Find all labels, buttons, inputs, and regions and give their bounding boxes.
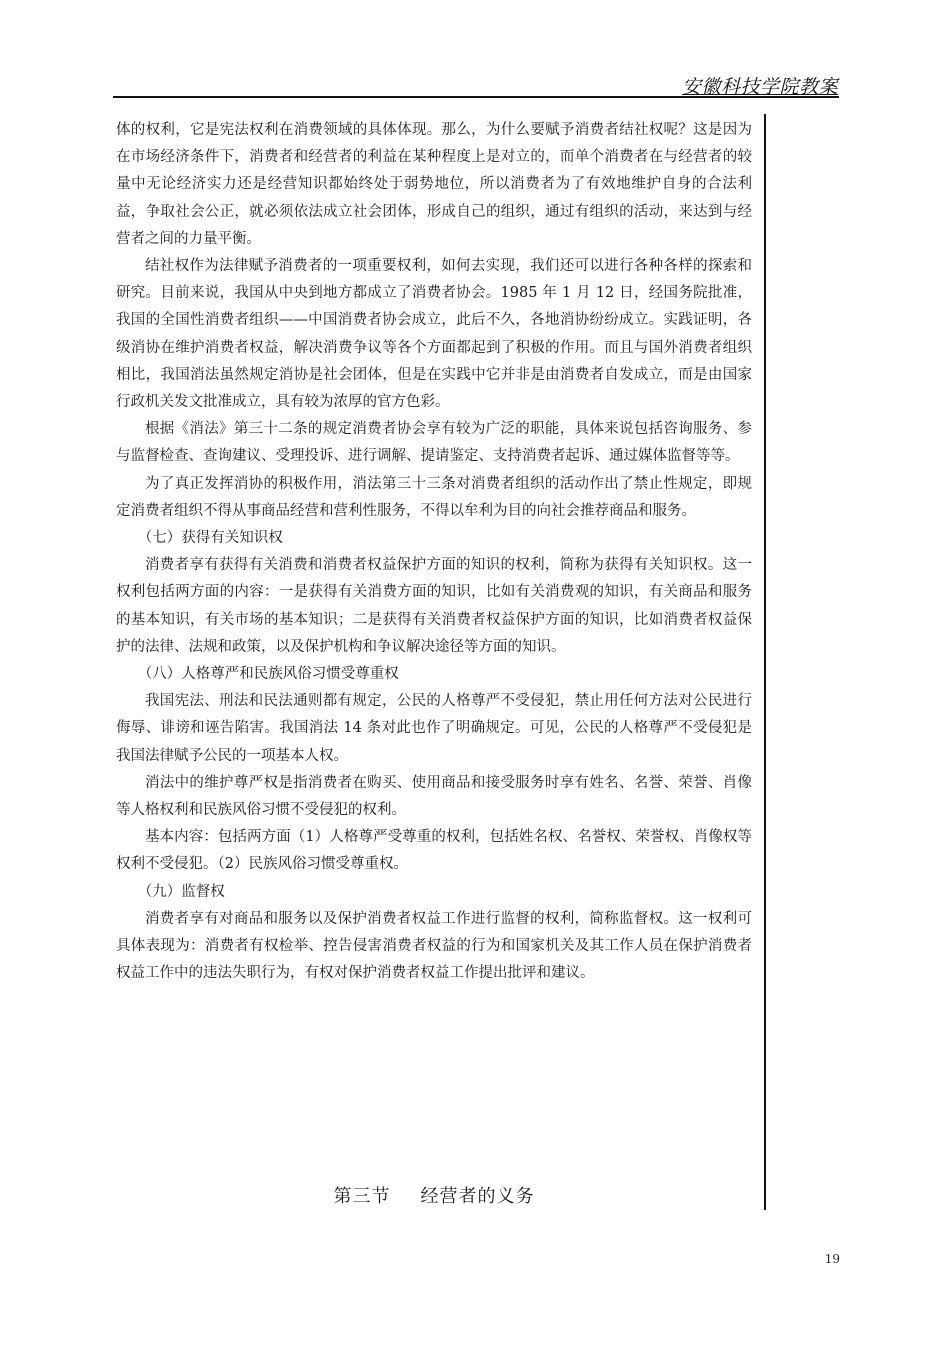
section-heading: [116, 1182, 752, 1208]
margin-rule: [764, 114, 766, 1210]
subheading-supervision-right: （九）监督权: [137, 883, 225, 900]
paragraph-supervision-right: 消费者享有对商品和服务以及保护消费者权益工作进行监督的权利，简称监督权。这一权利可具体表现为：消费者有权检举、控告侵害消费者权益的行为和国家机关及其工作人员在保护消费者权益工作中的违法失职行为，有权对保护消费者权益工作提出批评和建议。: [116, 910, 752, 982]
section-number: 第三节: [333, 1186, 391, 1207]
paragraph-dignity-definition: 消法中的维护尊严权是指消费者在购买、使用商品和接受服务时享有姓名、名誉、荣誉、肖像等人格权利和民族风俗习惯不受侵犯的权利。: [116, 774, 752, 819]
header-rule: [113, 96, 839, 98]
document-header-title: 安徽科技学院教案: [681, 76, 838, 98]
paragraph-dignity-content: 基本内容：包括两方面（1）人格尊严受尊重的权利，包括姓名权、名誉权、荣誉权、肖像权等权利不受侵犯。（2）民族风俗习惯受尊重权。: [116, 829, 752, 873]
paragraph-association-right: 体的权利，它是宪法权利在消费领域的具体体现。那么，为什么要赋予消费者结社权呢？这是因为在市场经济条件下，消费者和经营者的利益在某种程度上是对立的，而单个消费者在与经营者的较量中无论经济实力还是经营知识都始终处于弱势地位，所以消费者为了有效地维护自身的合法利益，争取社会公正，就必须依法成立社会团体，形成自己的组织，通过有组织的活动，来达到与经营者之间的力量平衡。: [116, 122, 752, 247]
paragraph-dignity-law: 我国宪法、刑法和民法通则都有规定，公民的人格尊严不受侵犯，禁止用任何方法对公民进行侮辱、诽谤和诬告陷害。我国消法 14 条对此也作了明确规定。可见，公民的人格尊严不受侵犯是我国法律赋予公民的一项基本人权。: [116, 693, 752, 764]
section-title-text: 经营者的义务: [420, 1186, 535, 1207]
paragraph-association-functions: 根据《消法》第三十二条的规定消费者协会享有较为广泛的职能，具体来说包括咨询服务、参与监督检查、查询建议、受理投诉、进行调解、提请鉴定、支持消费者起诉、通过媒体监督等等。: [116, 421, 752, 465]
document-body: [116, 117, 752, 988]
subheading-dignity-right: （八）人格尊严和民族风俗习惯受尊重权: [137, 666, 399, 683]
paragraph-association-practice: 结社权作为法律赋予消费者的一项重要权利，如何去实现，我们还可以进行各种各样的探索和研究。目前来说，我国从中央到地方都成立了消费者协会。1985 年 1 月 12 日，经国务院批准，我国的全国性消费者组织——中国消费者协会成立，此后不久，各地消协纷纷成立。实践证明，各级消协在维护消费者权益，解决消费争议等各个方面都起到了积极的作用。而且与国外消费者组织相比，我国消法虽然规定消协是社会团体，但是在实践中它并非是由消费者自发成立，而是由国家行政机关发文批准成立，具有较为浓厚的官方色彩。: [116, 258, 752, 411]
page-number: 19: [824, 1252, 840, 1266]
paragraph-knowledge-right: 消费者享有获得有关消费和消费者权益保护方面的知识的权利，简称为获得有关知识权。这一权利包括两方面的内容：一是获得有关消费方面的知识，比如有关消费观的知识，有关商品和服务的基本知识，有关市场的基本知识；二是获得有关消费者权益保护方面的知识，比如消费者权益保护的法律、法规和政策，以及保护机构和争议解决途径等方面的知识。: [116, 557, 752, 655]
paragraph-association-prohibitions: 为了真正发挥消协的积极作用，消法第三十三条对消费者组织的活动作出了禁止性规定，即规定消费者组织不得从事商品经营和营利性服务，不得以牟利为目的向社会推荐商品和服务。: [116, 475, 752, 519]
subheading-knowledge-right: （七）获得有关知识权: [137, 530, 283, 547]
